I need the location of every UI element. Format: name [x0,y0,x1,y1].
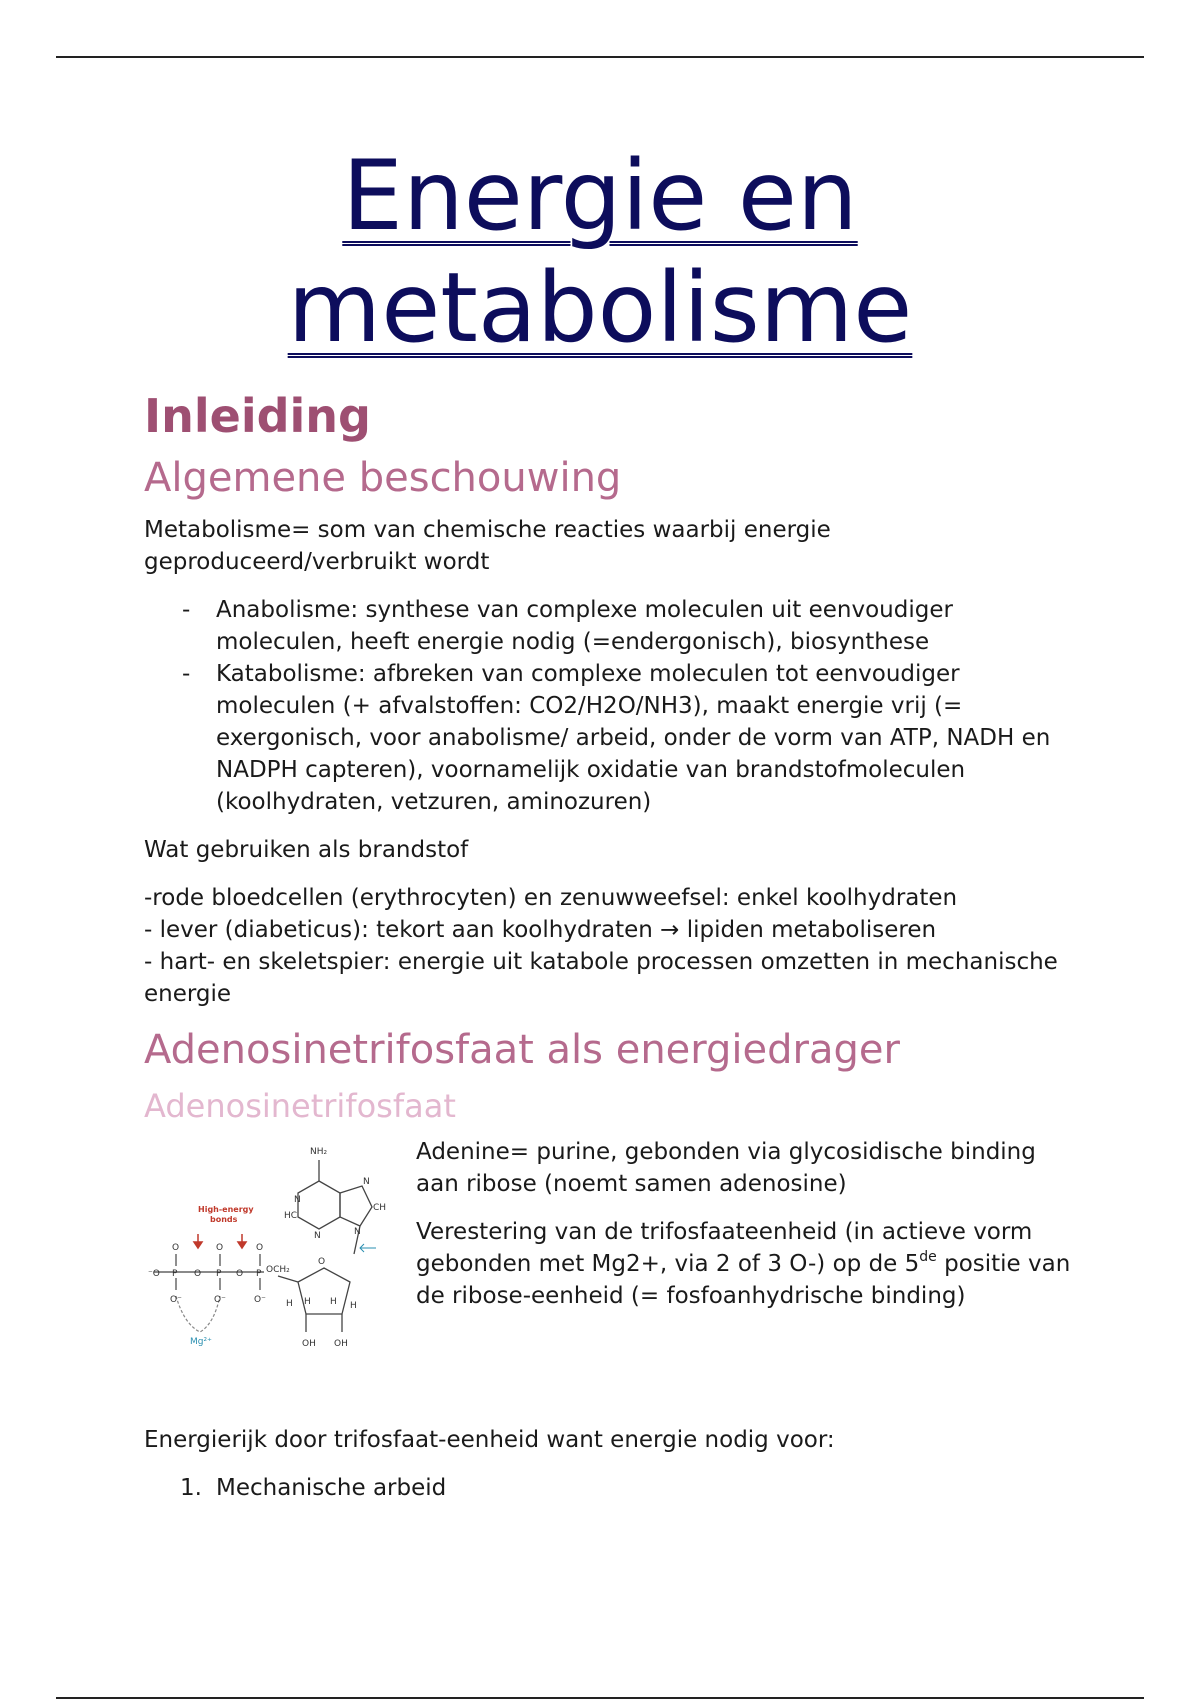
atom-p-beta: P [216,1269,222,1279]
oh-label-2: OH [334,1339,348,1349]
atom-o-bot-1: O⁻ [170,1295,182,1305]
atp-structure-diagram [144,1136,406,1374]
nh2-label: NH₂ [310,1147,328,1157]
adenine-ring-icon [298,1160,372,1254]
heading-algemene-beschouwing: Algemene beschouwing [144,455,622,501]
atom-o-end: ⁻O [148,1269,160,1279]
atom-p-alpha: P [256,1269,262,1279]
atom-n9: N [354,1227,361,1237]
energy-needs-list [144,1472,1064,1504]
fuel-question: Wat gebruiken als brandstof [144,837,469,863]
heading-inleiding: Inleiding [144,389,371,443]
atom-n7: N [363,1177,370,1187]
atom-o-ribose: O [318,1257,326,1267]
atom-h4: H [350,1301,357,1311]
top-rule [56,56,1144,58]
atom-hc: HC [284,1211,298,1221]
atom-h1: H [304,1297,311,1307]
list-item-text: Mechanische arbeid [216,1475,447,1501]
heading-adenosinetrifosfaat: Adenosinetrifosfaat [144,1087,456,1125]
atom-n3: N [314,1231,321,1241]
atom-p-gamma: P [172,1269,178,1279]
atom-o-1: O [194,1269,202,1279]
bottom-rule [56,1697,1144,1699]
bonds-label: bonds [210,1215,238,1224]
atp-section [144,1136,1071,1376]
atom-ch: CH [373,1203,387,1213]
ester-text-a: Verestering van de trifosfaateenheid (in actieve vorm gebonden met Mg2+, via 2 of 3 O-) op de 5 [416,1219,1033,1277]
atom-o-bot-3: O⁻ [254,1295,266,1305]
phosphate-chain-icon [154,1254,264,1332]
atp-description [416,1136,1076,1328]
fuel-line-1: -rode bloedcellen (erythrocyten) en zenuwweefsel: enkel koolhydraten [144,885,958,911]
atom-o-top-1: O [172,1243,180,1253]
fuel-line-2: - lever (diabeticus): tekort aan koolhydraten → lipiden metaboliseren [144,917,937,943]
ester-text-b: positie van de ribose-eenheid (= fosfoanhydrische binding) [416,1251,1071,1309]
position-arrow-icon [360,1244,376,1252]
esterification-text [416,1216,1076,1312]
document-title [0,140,1200,364]
mg-ion-label: Mg²⁺ [190,1337,212,1347]
high-energy-label: High-energy [198,1205,254,1214]
atom-n1: N [294,1195,301,1205]
metabolism-types-list [144,594,1064,818]
atom-o-top-3: O [256,1243,264,1253]
atom-o-top-2: O [216,1243,224,1253]
fuel-line-3: - hart- en skeletspier: energie uit katabole processen omzetten in mechanische energie [144,949,1058,1007]
och2-label: OCH₂ [266,1265,290,1275]
oh-label-1: OH [302,1339,316,1349]
adenine-text: Adenine= purine, gebonden via glycosidische binding aan ribose (noemt samen adenosine) [416,1139,1036,1197]
metabolisme-definition: Metabolisme= som van chemische reacties waarbij energie geproduceerd/verbruikt wordt [144,517,831,575]
fuel-lines [144,882,1064,1010]
document-body [144,388,1071,1504]
atom-o-2: O [236,1269,244,1279]
atom-o-bot-2: O⁻ [214,1295,226,1305]
atom-h3: H [286,1299,293,1309]
list-item-mechanische-arbeid [144,1472,1064,1504]
list-item-anabolisme: - Anabolisme: synthese van complexe moleculen uit eenvoudiger moleculen, heeft energie nodig (=endergonisch), biosynthese [144,594,1064,658]
list-item-katabolisme: - Katabolisme: afbreken van complexe moleculen tot eenvoudiger moleculen (+ afvalstoffen: CO2/H2O/NH3), maakt energie vrij (= exergonisch, voor anabolisme/ arbeid, onder de vorm van ATP, NADH en NADPH capteren), voornamelijk oxidatie van brandstofmoleculen (koolhydraten, vetzuren, aminozuren) [144,658,1064,818]
heading-atp-energiedrager: Adenosinetrifosfaat als energiedrager [144,1027,900,1073]
title-line-1: Energie en [342,140,858,252]
ester-superscript: de [919,1249,937,1265]
energy-intro: Energierijk door trifosfaat-eenheid want energie nodig voor: [144,1427,835,1453]
title-line-2: metabolisme [287,252,913,364]
list-number: 1. [180,1475,202,1501]
atom-h2: H [330,1297,337,1307]
